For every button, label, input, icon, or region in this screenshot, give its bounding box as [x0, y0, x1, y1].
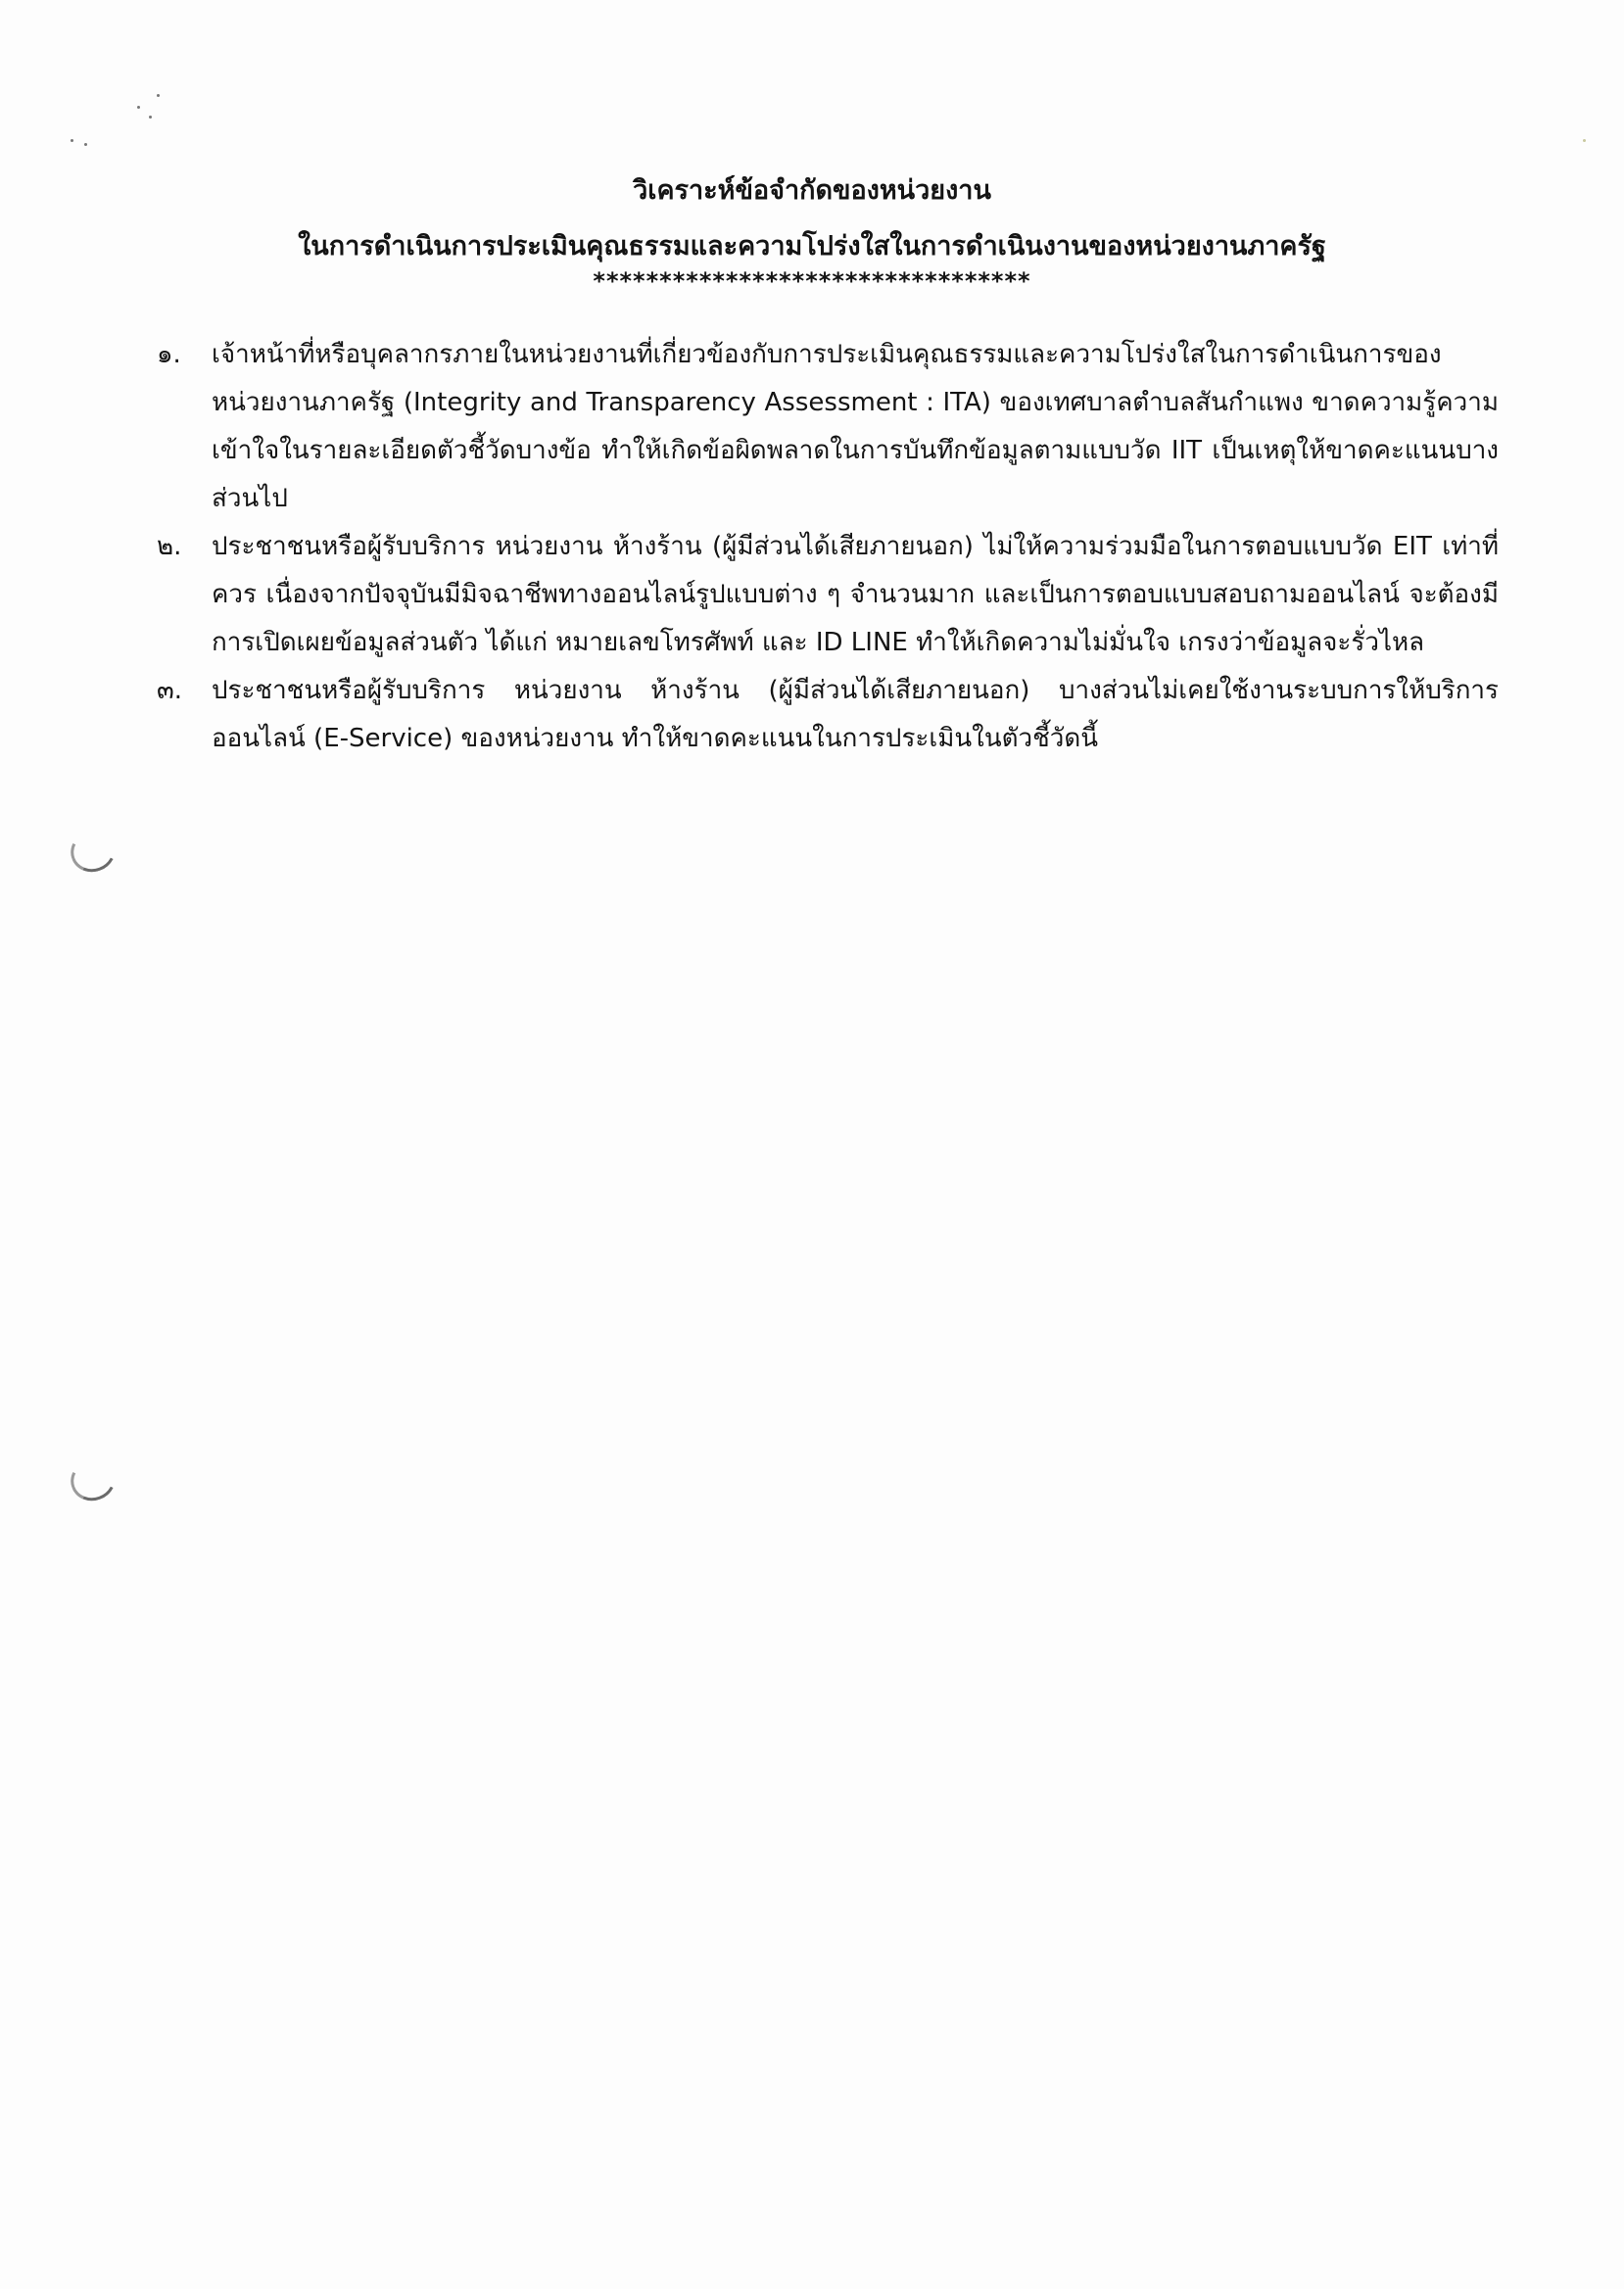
item-number: ๑. [157, 340, 181, 369]
scan-speck [157, 94, 160, 97]
title-separator: ********************************* [593, 267, 1031, 295]
item-number: ๓. [157, 676, 183, 705]
scan-speck [1583, 139, 1586, 142]
item-text: ประชาชนหรือผู้รับบริการ หน่วยงาน ห้างร้าน (ผู้มีส่วนได้เสียภายนอก) ไม่ให้ความร่วมมือในการตอบแบบวัด EIT เท่าที่ควร เนื่องจากปัจจุบันมีมิจฉาชีพทางออนไลน์รูปแบบต่าง ๆ จำนวนมาก และเป็นการตอบแบบสอบถามออนไลน์ จะต้องมีการเปิดเผยข้อมูลส่วนตัว ได้แก่ หมายเลขโทรศัพท์ และ ID LINE ทำให้เกิดความไม่มั่นใจ เกรงว่าข้อมูลจะรั่วไหล [212, 532, 1499, 657]
scan-speck [71, 139, 73, 142]
list-item [157, 523, 1499, 667]
list-item [157, 667, 1499, 763]
punch-hole-mark [65, 1453, 121, 1506]
scan-speck [137, 106, 140, 109]
item-number: ๒. [157, 532, 182, 561]
item-text: ประชาชนหรือผู้รับบริการ หน่วยงาน ห้างร้าน (ผู้มีส่วนได้เสียภายนอก) บางส่วนไม่เคยใช้งานระบบการให้บริการออนไลน์ (E-Service) ของหน่วยงาน ทำให้ขาดคะแนนในการประเมินในตัวชี้วัดนี้ [212, 676, 1499, 753]
scan-speck [84, 143, 87, 146]
limitations-list [157, 331, 1499, 763]
scan-speck [149, 116, 152, 119]
list-item [157, 331, 1499, 523]
document-subtitle: ในการดำเนินการประเมินคุณธรรมและความโปร่งใสในการดำเนินงานของหน่วยงานภาครัฐ [298, 231, 1326, 262]
item-text: เจ้าหน้าที่หรือบุคลากรภายในหน่วยงานที่เกี่ยวข้องกับการประเมินคุณธรรมและความโปร่งใสในการดำเนินการของหน่วยงานภาครัฐ (Integrity and Transparency Assessment : ITA) ของเทศบาลตำบลสันกำแพง ขาดความรู้ความเข้าใจในรายละเอียดตัวชี้วัดบางข้อ ทำให้เกิดข้อผิดพลาดในการบันทึกข้อมูลตามแบบวัด IIT เป็นเหตุให้ขาดคะแนนบางส่วนไป [212, 340, 1499, 513]
document-title: วิเคราะห์ข้อจำกัดของหน่วยงาน [633, 175, 991, 206]
punch-hole-mark [65, 824, 121, 878]
